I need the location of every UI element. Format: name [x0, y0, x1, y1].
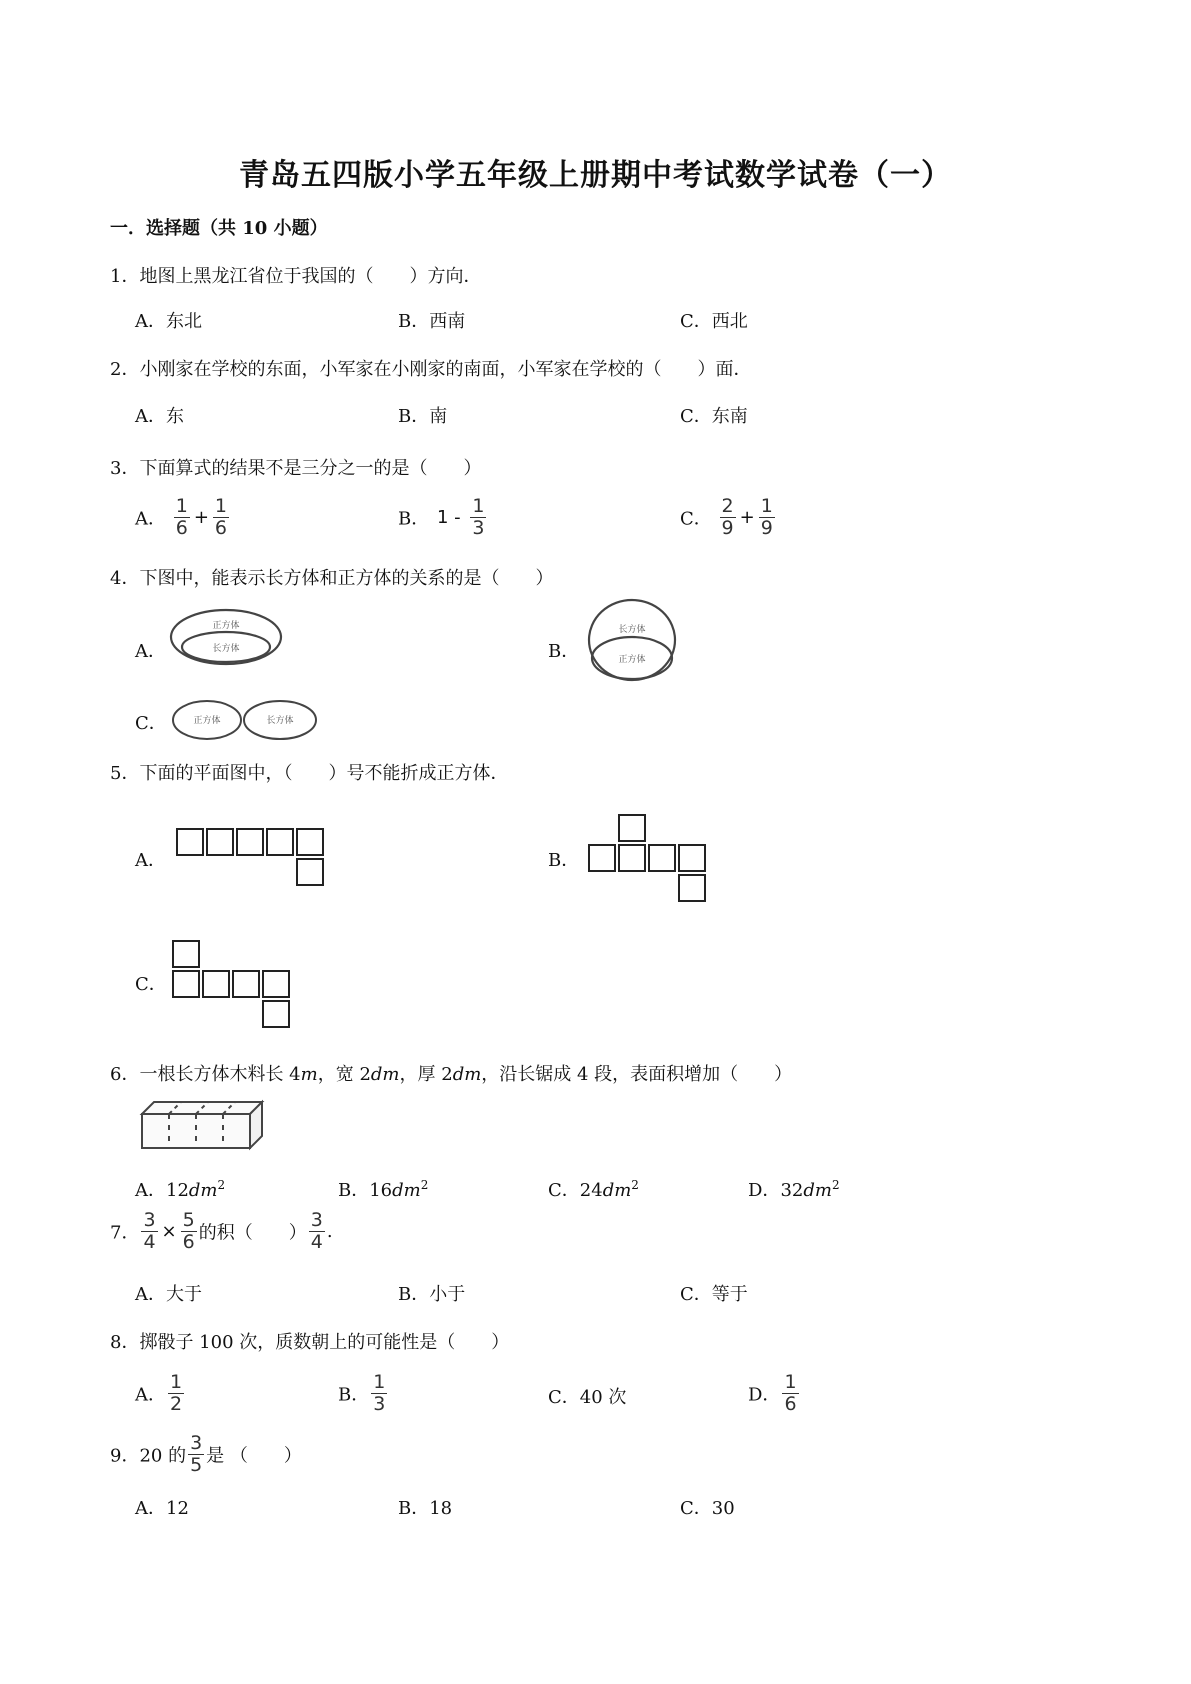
question-5-stem: 5．下面的平面图中，（ ）号不能折成正方体．: [110, 763, 509, 784]
option-text: 东南: [711, 406, 748, 427]
option-key: B．: [398, 406, 430, 427]
fraction: $\frac{1}{2}$: [170, 1371, 183, 1415]
fraction: $\frac{3}{4}$: [143, 1209, 156, 1253]
q6-option-a: A．$12dm^2$: [135, 1178, 226, 1201]
venn-diagram-b: [585, 596, 680, 686]
q8-option-c: C．40 次: [548, 1387, 627, 1408]
q8-option-d: D． $\frac{1}{6}$: [748, 1371, 797, 1415]
option-key: C．: [680, 311, 712, 332]
fraction: $\frac{2}{9}$: [721, 495, 734, 539]
venn-diagram-c: [170, 696, 320, 746]
q5-option-c-key: C．: [135, 974, 167, 995]
cube-net-c: [172, 940, 294, 1032]
q2-option-b: [398, 402, 447, 428]
q8-option-b: B． $\frac{1}{3}$: [338, 1371, 386, 1415]
question-2-stem: 2．小刚家在学校的东面，小军家在小刚家的南面，小军家在学校的（ ）面．: [110, 359, 752, 380]
option-key: A．: [135, 311, 166, 332]
q8-option-a: A． $\frac{1}{2}$: [135, 1371, 183, 1415]
q2-option-a: [135, 402, 184, 428]
fraction: $\frac{1}{3}$: [373, 1371, 386, 1415]
venn-diagram-a: [168, 606, 290, 670]
option-text: 西北: [711, 311, 748, 332]
svg-text:正方体: 正方体: [618, 655, 646, 665]
fraction: $\frac{1}{6}$: [214, 495, 228, 539]
wood-block-figure: [138, 1098, 268, 1152]
fraction: $\frac{5}{6}$: [182, 1209, 195, 1253]
q1-option-b: [398, 307, 465, 333]
fraction: $\frac{1}{6}$: [784, 1371, 797, 1415]
option-text: 东: [166, 406, 184, 427]
q7-option-a: A．大于: [135, 1284, 202, 1305]
page-title: 青岛五四版小学五年级上册期中考试数学试卷（一）: [239, 158, 952, 193]
option-key: B．: [398, 508, 430, 530]
q7-option-c: C．等于: [680, 1284, 748, 1305]
fraction: $\frac{1}{3}$: [472, 495, 485, 539]
option-text: 西南: [429, 311, 466, 332]
option-key: A．: [135, 508, 166, 530]
option-key: B．: [398, 311, 430, 332]
q1-option-c: [680, 307, 748, 333]
question-7-stem: 7． $\frac{3}{4}$ × $\frac{5}{6}$ 的积（ ） $\frac{3}{4}$ .: [110, 1209, 333, 1253]
q6-option-b: B．$16dm^2$: [338, 1178, 429, 1201]
option-text: 东北: [166, 311, 202, 332]
question-3-stem: 3．下面算式的结果不是三分之一的是（ ）: [110, 458, 482, 479]
section-heading: 一．选择题（共 10 小题）: [110, 218, 328, 239]
option-key: C．: [680, 406, 712, 427]
question-8-stem: 8．掷骰子 100 次，质数朝上的可能性是（ ）: [110, 1332, 510, 1353]
q2-option-c: [680, 402, 748, 428]
svg-text:正方体: 正方体: [212, 621, 240, 631]
q3-option-c: C． $\frac{2}{9}$ + $\frac{1}{9}$: [680, 495, 773, 539]
cube-net-b: [588, 814, 710, 906]
question-4-stem: 4．下图中，能表示长方体和正方体的关系的是（ ）: [110, 568, 554, 589]
q5-option-b-key: B．: [548, 850, 580, 871]
fraction: $\frac{1}{9}$: [760, 495, 773, 539]
svg-text:正方体: 正方体: [193, 716, 221, 726]
question-1-stem: 1．地图上黑龙江省位于我国的（ ）方向．: [110, 266, 482, 287]
svg-text:长方体: 长方体: [618, 625, 646, 635]
q5-option-a-key: A．: [135, 850, 166, 871]
q4-option-a-key: A．: [135, 641, 166, 662]
q3-option-a: A． $\frac{1}{6}$ + $\frac{1}{6}$: [135, 495, 228, 539]
question-6-stem: 6．一根长方体木料长 4m，宽 2dm，厚 2dm，沿长锯成 4 段，表面积增加（ ）: [110, 1064, 793, 1085]
option-key: A．: [135, 406, 166, 427]
svg-text:长方体: 长方体: [266, 716, 294, 726]
q1-option-a: [135, 307, 202, 333]
fraction: $\frac{1}{6}$: [175, 495, 188, 539]
fraction: $\frac{3}{4}$: [310, 1209, 323, 1253]
q9-option-a: A．12: [135, 1498, 189, 1519]
q6-option-d: D．$32dm^2$: [748, 1178, 840, 1201]
cube-net-a: [176, 828, 328, 890]
option-text: 南: [429, 406, 448, 427]
q3-option-b: B． 1 - $\frac{1}{3}$: [398, 495, 485, 539]
svg-text:长方体: 长方体: [212, 644, 240, 654]
q6-option-c: C．$24dm^2$: [548, 1178, 639, 1201]
option-key: C．: [680, 508, 712, 530]
question-9-stem: 9．20 的 $\frac{3}{5}$ 是 （ ）: [110, 1432, 302, 1476]
fraction: $\frac{3}{5}$: [190, 1432, 203, 1476]
q4-option-c-key: C．: [135, 713, 167, 734]
q4-option-b-key: B．: [548, 641, 580, 662]
q9-option-b: B．18: [398, 1498, 453, 1519]
q7-option-b: B．小于: [398, 1284, 466, 1305]
q9-option-c: C．30: [680, 1498, 735, 1519]
